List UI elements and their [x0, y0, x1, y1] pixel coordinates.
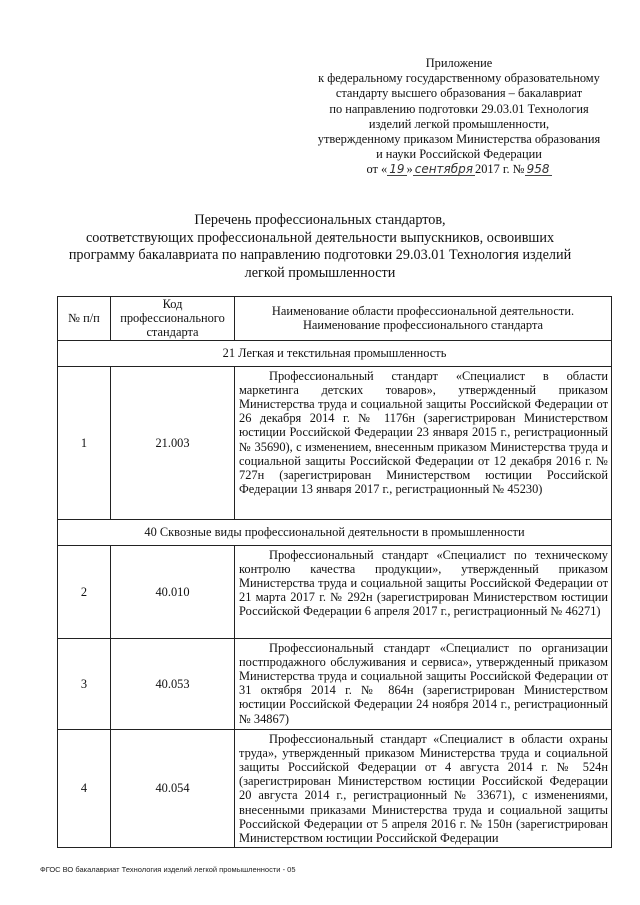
- appendix-line: по направлению подготовки 29.03.01 Технология: [329, 101, 589, 116]
- page-footer: ФГОС ВО бакалавриат Технология изделий легкой промышленности - 05: [40, 865, 296, 874]
- appendix-line: Приложение: [425, 56, 493, 70]
- row-text: [235, 366, 612, 519]
- title-line: программу бакалавриата по направлению подготовки 29.03.01 Технология изделий: [68, 247, 572, 263]
- row-code: 40.054: [111, 729, 235, 848]
- header-name: [235, 297, 612, 341]
- row-text: [235, 638, 612, 729]
- table-row: [58, 545, 612, 638]
- order-date-line: [300, 162, 618, 177]
- appendix-line: изделий легкой промышленности,: [368, 116, 550, 131]
- row-code: 21.003: [111, 366, 235, 519]
- appendix-line: стандарту высшего образования – бакалавриат: [335, 86, 583, 101]
- section-title: 21 Легкая и текстильная промышленность: [58, 340, 612, 366]
- handwritten-day: 19: [389, 162, 405, 177]
- title-line: Перечень профессиональных стандартов,: [194, 212, 446, 228]
- date-mid: »: [406, 162, 413, 177]
- handwritten-month: сентября: [414, 162, 473, 177]
- row-num: 4: [58, 729, 111, 848]
- date-prefix: от «: [366, 162, 388, 177]
- table-header-row: [58, 297, 612, 341]
- row-text-content: Профессиональный стандарт «Специалист по организации постпродажного обслуживания и сервиса», утвержденный приказом Министерства труда и социальной защиты Российской Федерации от 31 октября 2014 г. № 864н (зарегистрирован Министерством юстиции Российской Федерации 24 ноября 2014 г., регистрационный № 34867): [239, 640, 608, 726]
- appendix-line: утвержденному приказом Министерства образования: [317, 132, 601, 147]
- row-code: 40.010: [111, 545, 235, 638]
- section-title: 40 Сквозные виды профессиональной деятельности в промышленности: [58, 519, 612, 545]
- title-line: соответствующих профессиональной деятельности выпускников, освоивших: [85, 229, 555, 246]
- document-title: [40, 212, 600, 282]
- table-row: [58, 366, 612, 519]
- header-name-line2: Наименование профессионального стандарта: [302, 318, 544, 333]
- section-row: [58, 340, 612, 366]
- appendix-line: к федеральному государственному образовательному: [318, 71, 600, 86]
- table-row: [58, 729, 612, 848]
- handwritten-number: 958: [526, 162, 550, 177]
- row-num: 1: [58, 366, 111, 519]
- table-row: [58, 638, 612, 729]
- section-row: [58, 519, 612, 545]
- row-num: 3: [58, 638, 111, 729]
- appendix-block: [300, 56, 618, 178]
- row-text-content: Профессиональный стандарт «Специалист в области маркетинга детских товаров», утвержденный приказом Министерства труда и социальной защиты Российской Федерации от 26 декабря 2014 г. № 1176н (зарегистрирован Министерством юстиции Российской Федерации 23 января 2015 г., регистрационный № 35690), с изменением, внесенным приказом Министерства труда и социальной защиты Российской Федерации от 12 декабря 2016 г. № 727н (зарегистрирован Министерством юстиции Российской Федерации 13 января 2017 г., регистрационный № 45230): [239, 368, 608, 497]
- row-code: 40.053: [111, 638, 235, 729]
- standards-table: [57, 296, 612, 848]
- header-code: Код профессионального стандарта: [111, 297, 235, 341]
- title-line: легкой промышленности: [244, 264, 396, 281]
- header-name-line1: Наименование области профессиональной деятельности.: [271, 304, 575, 319]
- appendix-line: и науки Российской Федерации: [376, 147, 542, 162]
- row-text: [235, 545, 612, 638]
- row-text-content: Профессиональный стандарт «Специалист по техническому контролю качества продукции», утвержденный приказом Министерства труда и социальной защиты Российской Федерации от 21 марта 2017 г. № 292н (зарегистрирован Министерством юстиции Российской Федерации 6 апреля 2017 г., регистрационный № 46271): [239, 547, 608, 619]
- row-text: [235, 729, 612, 848]
- row-num: 2: [58, 545, 111, 638]
- row-text-content: Профессиональный стандарт «Специалист в области охраны труда», утвержденный приказом Министерства труда и социальной защиты Российской Федерации от 4 августа 2014 г. № 524н (зарегистрирован Министерством юстиции Российской Федерации 20 августа 2014 г., регистрационный № 33671), с изменениями, внесенными приказами Министерства труда и социальной защиты Российской Федерации от 5 апреля 2016 г. № 150н (зарегистрирован Министерством юстиции Российской Федерации: [239, 731, 608, 846]
- header-num: № п/п: [58, 297, 111, 341]
- date-year: 2017 г. №: [475, 162, 525, 177]
